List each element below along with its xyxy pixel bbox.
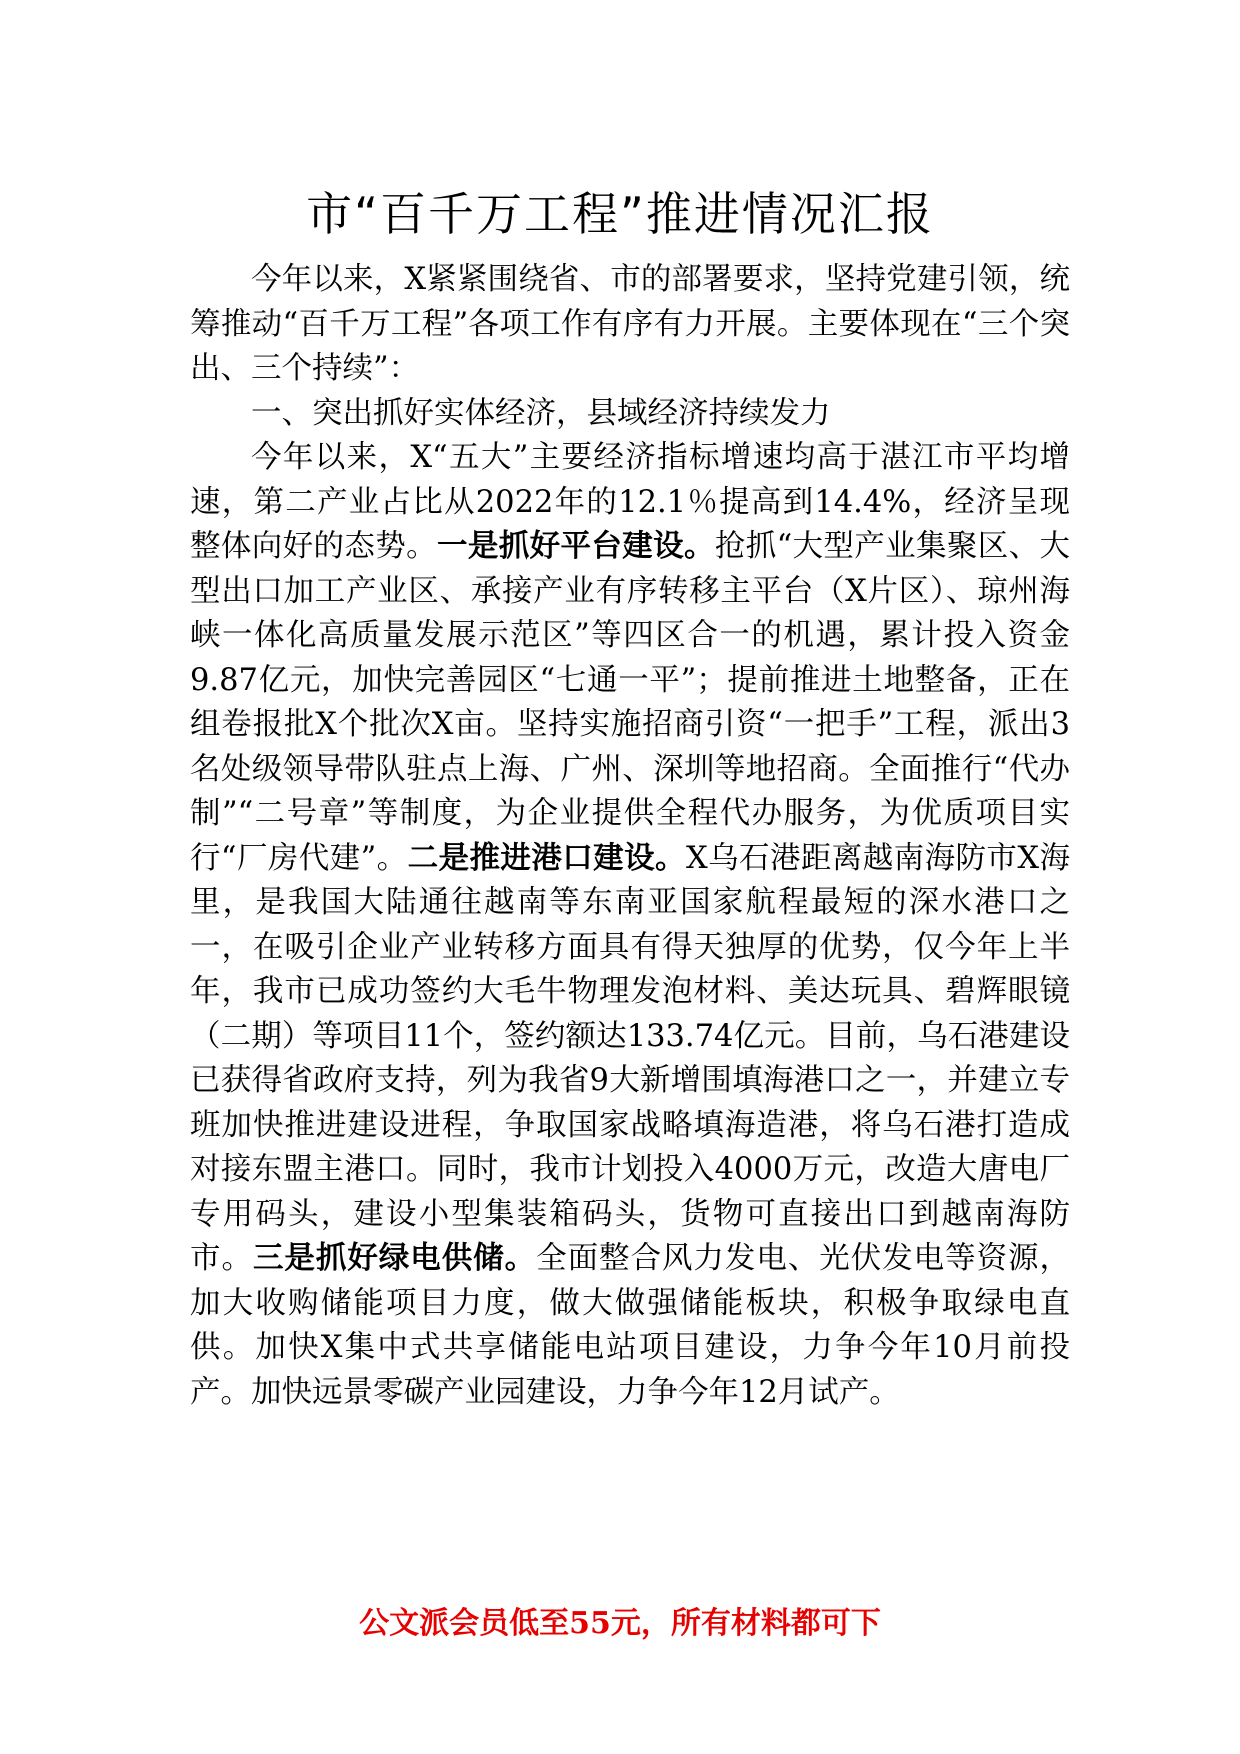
paragraph-text: 抢抓“大型产业集聚区、大型出口加工产业区、承接产业有序转移主平台（X片区）、琼州海峡一体化高质量发展示范区”等四区合一的机遇，累计投入资金9.87亿元，加快完善园区“七通一平”；提前推进土地整备，正在组卷报批X个批次X亩。坚持实施招商引资“一把手”工程，派出3名处级领导带队驻点上海、广州、深圳等地招商。全面推行“代办制”“二号章”等制度，为企业提供全程代办服务，为优质项目实行“厂房代建”。 xyxy=(190,529,1071,876)
body-paragraph xyxy=(190,436,1070,1415)
document-body xyxy=(190,258,1070,1415)
paragraph-text: X乌石港距离越南海防市X海里，是我国大陆通往越南等东南亚国家航程最短的深水港口之一，在吸引企业产业转移方面具有得天独厚的优势，仅今年上半年，我市已成功签约大毛牛物理发泡材料、美达玩具、碧辉眼镜（二期）等项目11个，签约额达133.74亿元。目前，乌石港建设已获得省政府支持，列为我省9大新增围填海港口之一，并建立专班加快推进建设进程，争取国家战略填海造港，将乌石港打造成对接东盟主港口。同时，我市计划投入4000万元，改造大唐电厂专用码头，建设小型集装箱码头，货物可直接出口到越南海防市。 xyxy=(190,840,1071,1276)
bold-point-green-power: 三是抓好绿电供储。 xyxy=(252,1241,537,1276)
promo-footer: 公文派会员低至55元，所有材料都可下 xyxy=(359,1606,881,1641)
intro-paragraph: 今年以来，X紧紧围绕省、市的部署要求，坚持党建引领，统筹推动“百千万工程”各项工作有序有力开展。主要体现在“三个突出、三个持续”： xyxy=(190,262,1070,386)
section-heading: 一、突出抓好实体经济，县域经济持续发力 xyxy=(251,395,831,431)
bold-point-port: 二是推进港口建设。 xyxy=(407,840,686,876)
document-title: 市“百千万工程”推进情况汇报 xyxy=(306,187,934,241)
paragraph-text: 今年以来，X“五大”主要经济指标增速均高于湛江市平均增速，第二产业占比从2022年的12.1％提高到14.4%，经济呈现整体向好的态势。 xyxy=(190,440,1070,564)
bold-point-platform: 一是抓好平台建设。 xyxy=(436,529,715,564)
paragraph-text: 全面整合风力发电、光伏发电等资源，加大收购储能项目力度，做大做强储能板块，积极争取绿电直供。加快X集中式共享储能电站项目建设，力争今年10月前投产。加快远景零碳产业园建设，力争今年12月试产。 xyxy=(190,1241,1071,1410)
